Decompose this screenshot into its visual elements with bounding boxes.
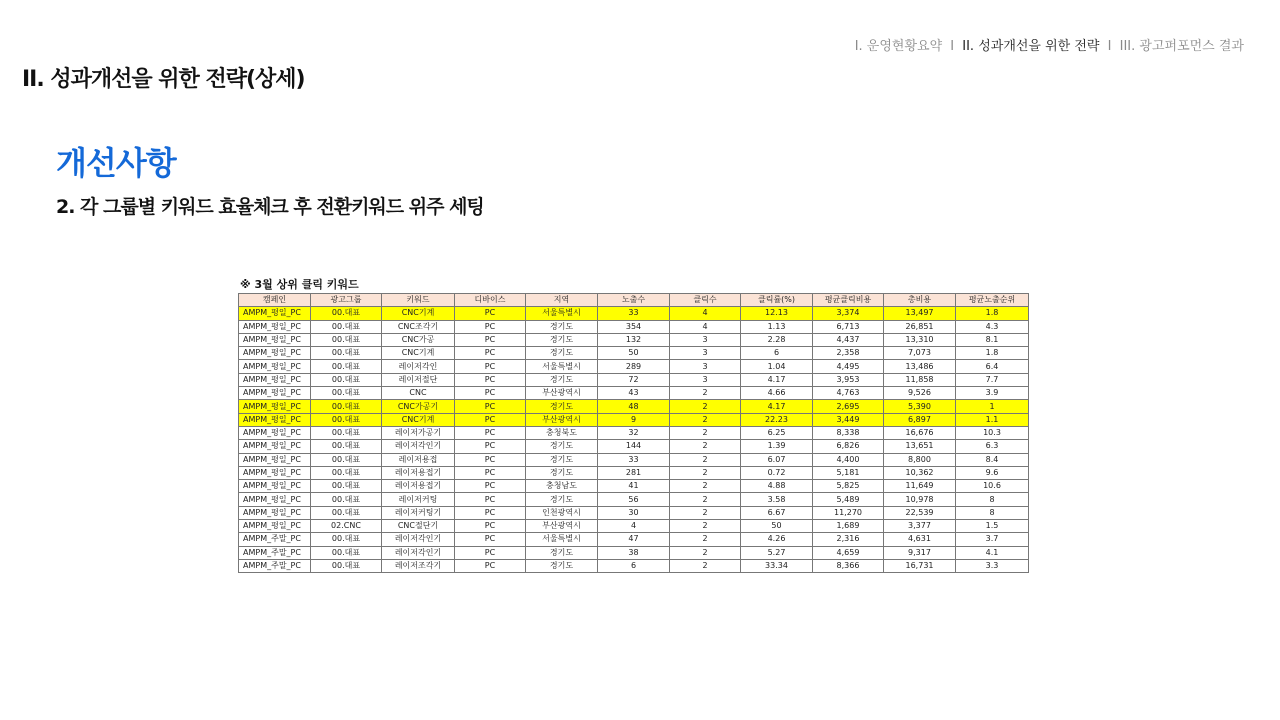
table-cell: 8 [956, 506, 1029, 519]
table-cell: 4,495 [813, 360, 884, 373]
table-cell: 144 [598, 440, 670, 453]
table-cell: 6 [598, 559, 670, 572]
table-cell: 16,676 [884, 426, 956, 439]
table-cell: 2 [670, 480, 741, 493]
table-cell: 10,978 [884, 493, 956, 506]
table-cell: 8 [956, 493, 1029, 506]
column-header: 평균클릭비용 [813, 294, 884, 307]
table-row [239, 360, 1029, 373]
table-cell: 00.대표 [311, 453, 382, 466]
table-cell: 레이저커팅 [382, 493, 455, 506]
table-row [239, 453, 1029, 466]
table-row [239, 506, 1029, 519]
table-cell: 경기도 [526, 440, 598, 453]
table-cell: 4.3 [956, 320, 1029, 333]
table-cell: 38 [598, 546, 670, 559]
table-cell: CNC절단기 [382, 520, 455, 533]
table-cell: 3 [670, 373, 741, 386]
table-row [239, 373, 1029, 386]
table-cell: AMPM_평일_PC [239, 413, 311, 426]
table-cell: 레이저각인기 [382, 533, 455, 546]
table-cell: 부산광역시 [526, 520, 598, 533]
table-cell: AMPM_평일_PC [239, 466, 311, 479]
table-cell: 서울특별시 [526, 533, 598, 546]
table-row [239, 426, 1029, 439]
table-cell: 3,953 [813, 373, 884, 386]
section-subtitle: 2. 각 그룹별 키워드 효율체크 후 전환키워드 위주 세팅 [56, 196, 484, 218]
table-cell: 2,316 [813, 533, 884, 546]
table-cell: 2 [670, 493, 741, 506]
nav-separator: I [950, 39, 955, 54]
table-cell: 3.3 [956, 559, 1029, 572]
table-cell: 00.대표 [311, 506, 382, 519]
table-cell: 00.대표 [311, 493, 382, 506]
table-cell: AMPM_평일_PC [239, 307, 311, 320]
table-cell: 8,366 [813, 559, 884, 572]
table-cell: 부산광역시 [526, 413, 598, 426]
table-cell: 2 [670, 426, 741, 439]
table-cell: 6,897 [884, 413, 956, 426]
table-cell: 1.1 [956, 413, 1029, 426]
table-cell: 00.대표 [311, 373, 382, 386]
table-cell: AMPM_평일_PC [239, 440, 311, 453]
table-cell: PC [455, 347, 526, 360]
table-cell: 33 [598, 307, 670, 320]
table-cell: 00.대표 [311, 440, 382, 453]
table-cell: CNC기계 [382, 413, 455, 426]
table-cell: 레이저커팅기 [382, 506, 455, 519]
table-cell: 16,731 [884, 559, 956, 572]
table-cell: 3,374 [813, 307, 884, 320]
table-cell: 레이저각인기 [382, 546, 455, 559]
column-header: 광고그룹 [311, 294, 382, 307]
table-cell: 경기도 [526, 373, 598, 386]
table-cell: 4,631 [884, 533, 956, 546]
table-cell: 4 [670, 307, 741, 320]
table-cell: 4.1 [956, 546, 1029, 559]
column-header: 노출수 [598, 294, 670, 307]
nav-item-summary[interactable]: I. 운영현황요약 [854, 39, 943, 54]
table-cell: 2,358 [813, 347, 884, 360]
table-cell: AMPM_평일_PC [239, 333, 311, 346]
table-cell: 8,338 [813, 426, 884, 439]
nav-separator: I [1107, 39, 1112, 54]
table-cell: 00.대표 [311, 320, 382, 333]
table-cell: AMPM_주말_PC [239, 546, 311, 559]
table-cell: 33.34 [741, 559, 813, 572]
table-cell: CNC조각기 [382, 320, 455, 333]
table-cell: PC [455, 400, 526, 413]
table-cell: 9.6 [956, 466, 1029, 479]
table-cell: 289 [598, 360, 670, 373]
table-cell: AMPM_주말_PC [239, 533, 311, 546]
table-cell: 2 [670, 546, 741, 559]
table-row [239, 480, 1029, 493]
table-cell: PC [455, 533, 526, 546]
column-header: 클릭수 [670, 294, 741, 307]
table-cell: 43 [598, 387, 670, 400]
section-title: 개선사항 [56, 144, 176, 182]
table-cell: 2 [670, 413, 741, 426]
table-cell: 12.13 [741, 307, 813, 320]
table-cell: 5.27 [741, 546, 813, 559]
table-caption: ※ 3월 상위 클릭 키워드 [240, 278, 359, 291]
table-cell: CNC가공기 [382, 400, 455, 413]
table-row [239, 440, 1029, 453]
breadcrumb-nav [855, 35, 1244, 54]
table-cell: 3 [670, 347, 741, 360]
table-cell: 레이저절단 [382, 373, 455, 386]
table-row [239, 307, 1029, 320]
table-cell: 2 [670, 506, 741, 519]
table-cell: PC [455, 307, 526, 320]
table-cell: 레이저가공기 [382, 426, 455, 439]
table-cell: PC [455, 413, 526, 426]
table-cell: PC [455, 520, 526, 533]
table-cell: 0.72 [741, 466, 813, 479]
table-cell: PC [455, 453, 526, 466]
table-cell: 레이저용접기 [382, 480, 455, 493]
table-cell: 26,851 [884, 320, 956, 333]
table-cell: 2 [670, 387, 741, 400]
table-cell: CNC기계 [382, 307, 455, 320]
table-cell: AMPM_평일_PC [239, 373, 311, 386]
table-cell: 충청남도 [526, 480, 598, 493]
table-cell: 2 [670, 520, 741, 533]
table-cell: PC [455, 559, 526, 572]
table-cell: PC [455, 480, 526, 493]
table-cell: 경기도 [526, 333, 598, 346]
table-cell: 2 [670, 453, 741, 466]
table-row [239, 466, 1029, 479]
table-cell: 레이저각인기 [382, 440, 455, 453]
table-cell: PC [455, 333, 526, 346]
table-cell: 8.1 [956, 333, 1029, 346]
table-cell: 47 [598, 533, 670, 546]
table-cell: 8,800 [884, 453, 956, 466]
table-cell: 3.7 [956, 533, 1029, 546]
column-header: 클릭률(%) [741, 294, 813, 307]
table-cell: 00.대표 [311, 413, 382, 426]
table-cell: 6.3 [956, 440, 1029, 453]
column-header: 캠페인 [239, 294, 311, 307]
column-header: 키워드 [382, 294, 455, 307]
table-cell: 2.28 [741, 333, 813, 346]
table-cell: 6.4 [956, 360, 1029, 373]
table-cell: 4,763 [813, 387, 884, 400]
table-cell: 11,270 [813, 506, 884, 519]
table-cell: PC [455, 440, 526, 453]
table-cell: 22,539 [884, 506, 956, 519]
table-cell: 00.대표 [311, 533, 382, 546]
table-cell: AMPM_평일_PC [239, 520, 311, 533]
table-cell: 02.CNC [311, 520, 382, 533]
table-cell: 4 [598, 520, 670, 533]
table-cell: CNC [382, 387, 455, 400]
table-cell: 13,497 [884, 307, 956, 320]
table-cell: 10.3 [956, 426, 1029, 439]
table-cell: 13,651 [884, 440, 956, 453]
table-cell: 281 [598, 466, 670, 479]
nav-item-results[interactable]: III. 광고퍼포먼스 결과 [1119, 39, 1244, 54]
table-cell: CNC가공 [382, 333, 455, 346]
table-cell: 00.대표 [311, 360, 382, 373]
table-cell: 00.대표 [311, 426, 382, 439]
table-cell: AMPM_평일_PC [239, 480, 311, 493]
table-cell: 6.07 [741, 453, 813, 466]
table-cell: 레이저용접기 [382, 466, 455, 479]
column-header: 총비용 [884, 294, 956, 307]
table-cell: AMPM_주말_PC [239, 559, 311, 572]
table-cell: 충청북도 [526, 426, 598, 439]
table-row [239, 559, 1029, 572]
table-cell: AMPM_평일_PC [239, 320, 311, 333]
table-cell: 2 [670, 559, 741, 572]
table-cell: 2 [670, 533, 741, 546]
table-cell: 3.9 [956, 387, 1029, 400]
table-cell: 2 [670, 440, 741, 453]
table-cell: 4.66 [741, 387, 813, 400]
table-cell: 11,649 [884, 480, 956, 493]
table-cell: 4,659 [813, 546, 884, 559]
table-row [239, 400, 1029, 413]
table-cell: 5,181 [813, 466, 884, 479]
table-row [239, 387, 1029, 400]
table-cell: 50 [741, 520, 813, 533]
table-cell: 33 [598, 453, 670, 466]
table-row [239, 533, 1029, 546]
table-cell: 2 [670, 400, 741, 413]
table-cell: 1.5 [956, 520, 1029, 533]
table-cell: 4.26 [741, 533, 813, 546]
keyword-table [238, 293, 1029, 573]
column-header: 지역 [526, 294, 598, 307]
table-cell: 7.7 [956, 373, 1029, 386]
table-row [239, 546, 1029, 559]
table-cell: AMPM_평일_PC [239, 360, 311, 373]
table-cell: 1,689 [813, 520, 884, 533]
table-cell: 서울특별시 [526, 360, 598, 373]
table-cell: 32 [598, 426, 670, 439]
table-cell: 4.17 [741, 373, 813, 386]
column-header: 디바이스 [455, 294, 526, 307]
table-cell: 6.67 [741, 506, 813, 519]
table-cell: 레이저각인 [382, 360, 455, 373]
table-cell: 132 [598, 333, 670, 346]
table-cell: 4.88 [741, 480, 813, 493]
table-cell: 50 [598, 347, 670, 360]
table-cell: 3 [670, 333, 741, 346]
table-cell: 41 [598, 480, 670, 493]
table-cell: AMPM_평일_PC [239, 453, 311, 466]
table-row [239, 520, 1029, 533]
table-cell: PC [455, 373, 526, 386]
table-cell: 6,713 [813, 320, 884, 333]
table-cell: 00.대표 [311, 387, 382, 400]
table-cell: 30 [598, 506, 670, 519]
table-cell: 부산광역시 [526, 387, 598, 400]
table-cell: 9,526 [884, 387, 956, 400]
table-cell: 13,486 [884, 360, 956, 373]
table-cell: PC [455, 466, 526, 479]
table-cell: 경기도 [526, 320, 598, 333]
table-row [239, 320, 1029, 333]
table-cell: 1 [956, 400, 1029, 413]
table-cell: 2,695 [813, 400, 884, 413]
table-cell: 5,489 [813, 493, 884, 506]
table-cell: 00.대표 [311, 400, 382, 413]
table-body [239, 307, 1029, 573]
table-cell: CNC기계 [382, 347, 455, 360]
table-cell: PC [455, 493, 526, 506]
table-cell: 1.04 [741, 360, 813, 373]
table-cell: 3 [670, 360, 741, 373]
table-cell: AMPM_평일_PC [239, 506, 311, 519]
table-cell: 6,826 [813, 440, 884, 453]
table-cell: 경기도 [526, 466, 598, 479]
page-title: II. 성과개선을 위한 전략(상세) [22, 67, 305, 92]
keyword-table-panel [238, 277, 1028, 573]
table-cell: 경기도 [526, 347, 598, 360]
table-cell: 6 [741, 347, 813, 360]
table-cell: 1.13 [741, 320, 813, 333]
table-cell: AMPM_평일_PC [239, 347, 311, 360]
table-cell: PC [455, 426, 526, 439]
table-row [239, 493, 1029, 506]
table-cell: 10.6 [956, 480, 1029, 493]
table-cell: 9 [598, 413, 670, 426]
table-cell: 경기도 [526, 546, 598, 559]
table-cell: 4.17 [741, 400, 813, 413]
table-cell: 경기도 [526, 493, 598, 506]
table-cell: 레이저용접 [382, 453, 455, 466]
table-cell: PC [455, 360, 526, 373]
table-cell: 1.8 [956, 347, 1029, 360]
table-row [239, 347, 1029, 360]
table-cell: 22.23 [741, 413, 813, 426]
table-cell: 6.25 [741, 426, 813, 439]
table-cell: 경기도 [526, 559, 598, 572]
table-cell: 1.39 [741, 440, 813, 453]
table-cell: 서울특별시 [526, 307, 598, 320]
table-cell: 7,073 [884, 347, 956, 360]
table-cell: 48 [598, 400, 670, 413]
table-cell: 5,390 [884, 400, 956, 413]
table-cell: 00.대표 [311, 480, 382, 493]
table-cell: 인천광역시 [526, 506, 598, 519]
nav-item-strategy[interactable]: II. 성과개선을 위한 전략 [962, 39, 1100, 54]
table-cell: 11,858 [884, 373, 956, 386]
table-cell: 9,317 [884, 546, 956, 559]
table-cell: 10,362 [884, 466, 956, 479]
table-cell: 2 [670, 466, 741, 479]
table-cell: AMPM_평일_PC [239, 400, 311, 413]
table-cell: 00.대표 [311, 546, 382, 559]
table-cell: 5,825 [813, 480, 884, 493]
table-cell: 13,310 [884, 333, 956, 346]
table-cell: 00.대표 [311, 307, 382, 320]
table-cell: 3.58 [741, 493, 813, 506]
table-cell: 4,437 [813, 333, 884, 346]
table-cell: 레이저조각기 [382, 559, 455, 572]
table-cell: 56 [598, 493, 670, 506]
table-cell: 경기도 [526, 400, 598, 413]
table-cell: 경기도 [526, 453, 598, 466]
table-cell: 354 [598, 320, 670, 333]
table-cell: 00.대표 [311, 333, 382, 346]
table-cell: AMPM_평일_PC [239, 426, 311, 439]
table-cell: 3,377 [884, 520, 956, 533]
table-cell: 8.4 [956, 453, 1029, 466]
table-cell: AMPM_평일_PC [239, 493, 311, 506]
table-row [239, 333, 1029, 346]
table-cell: 72 [598, 373, 670, 386]
table-header-row [239, 294, 1029, 307]
column-header: 평균노출순위 [956, 294, 1029, 307]
table-cell: 3,449 [813, 413, 884, 426]
table-cell: 00.대표 [311, 466, 382, 479]
table-row [239, 413, 1029, 426]
table-cell: PC [455, 506, 526, 519]
table-cell: AMPM_평일_PC [239, 387, 311, 400]
table-cell: PC [455, 546, 526, 559]
table-cell: PC [455, 320, 526, 333]
table-cell: 4,400 [813, 453, 884, 466]
table-cell: PC [455, 387, 526, 400]
table-cell: 4 [670, 320, 741, 333]
table-cell: 1.8 [956, 307, 1029, 320]
table-cell: 00.대표 [311, 559, 382, 572]
table-cell: 00.대표 [311, 347, 382, 360]
